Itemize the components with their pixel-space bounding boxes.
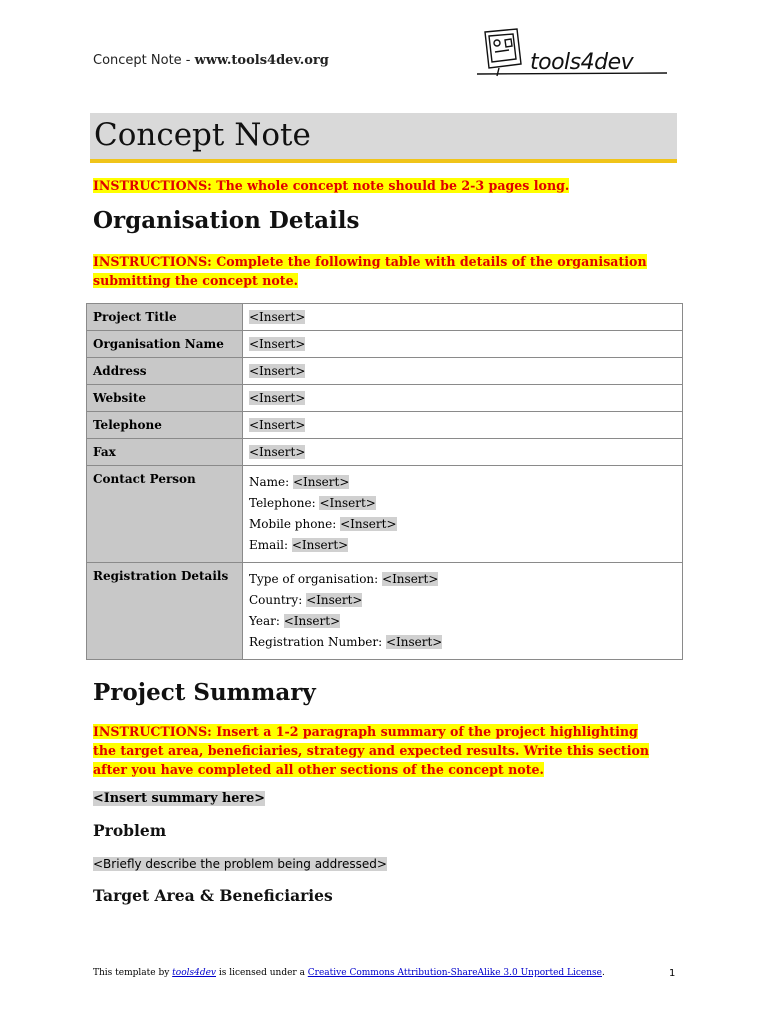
table-row-contact xyxy=(87,466,683,563)
instruction-length: INSTRUCTIONS: The whole concept note should be 2-3 pages long. xyxy=(93,178,570,193)
instruction-summary: INSTRUCTIONS: Insert a 1-2 paragraph summary of the project highlighting the target area, beneficiaries, strategy and expected results. Write this section after you have completed all other sections of the concept note. xyxy=(93,724,650,777)
table-row xyxy=(87,304,683,331)
problem-placeholder[interactable]: <Briefly describe the problem being addressed> xyxy=(93,857,387,871)
row-value[interactable]: Type of organisation: <Insert> Country: <Insert> Year: <Insert> Registration Number: <Insert> xyxy=(243,563,683,660)
footer-license-link[interactable]: Creative Commons Attribution-ShareAlike 3.0 Unported License xyxy=(307,968,602,978)
row-value[interactable]: Name: <Insert> Telephone: <Insert> Mobile phone: <Insert> Email: <Insert> xyxy=(243,466,683,563)
instruction-organisation: INSTRUCTIONS: Complete the following table with details of the organisation submitting the concept note. xyxy=(93,254,647,288)
table-row xyxy=(87,358,683,385)
table-row xyxy=(87,439,683,466)
logo-text: tools4dev xyxy=(530,50,634,75)
row-value[interactable]: <Insert> xyxy=(243,439,683,466)
table-row xyxy=(87,331,683,358)
row-label: Telephone xyxy=(87,412,243,439)
row-label: Registration Details xyxy=(87,563,243,660)
heading-project-summary: Project Summary xyxy=(93,679,316,706)
row-label: Website xyxy=(87,385,243,412)
row-label: Contact Person xyxy=(87,466,243,563)
title-bar xyxy=(90,113,677,163)
heading-problem: Problem xyxy=(93,821,167,840)
summary-placeholder[interactable]: <Insert summary here> xyxy=(93,791,266,806)
running-header xyxy=(93,53,329,68)
header-prefix: Concept Note - xyxy=(93,53,195,68)
table-row-registration xyxy=(87,563,683,660)
row-value[interactable]: <Insert> xyxy=(243,331,683,358)
document-title: Concept Note xyxy=(94,117,311,153)
heading-target-area: Target Area & Beneficiaries xyxy=(93,886,333,905)
row-label: Project Title xyxy=(87,304,243,331)
row-label: Fax xyxy=(87,439,243,466)
header-site-link[interactable]: www.tools4dev.org xyxy=(194,53,329,68)
row-value[interactable]: <Insert> xyxy=(243,385,683,412)
footer-license: This template by tools4dev is licensed under a Creative Commons Attribution-ShareAlike 3.0 Unported License. xyxy=(93,968,605,978)
row-label: Organisation Name xyxy=(87,331,243,358)
footer-author-link[interactable]: tools4dev xyxy=(172,968,217,978)
heading-organisation-details: Organisation Details xyxy=(93,207,360,234)
row-value[interactable]: <Insert> xyxy=(243,412,683,439)
table-row xyxy=(87,385,683,412)
page-number: 1 xyxy=(669,968,676,979)
organisation-details-table xyxy=(86,303,683,660)
table-row xyxy=(87,412,683,439)
row-label: Address xyxy=(87,358,243,385)
row-value[interactable]: <Insert> xyxy=(243,358,683,385)
row-value[interactable]: <Insert> xyxy=(243,304,683,331)
